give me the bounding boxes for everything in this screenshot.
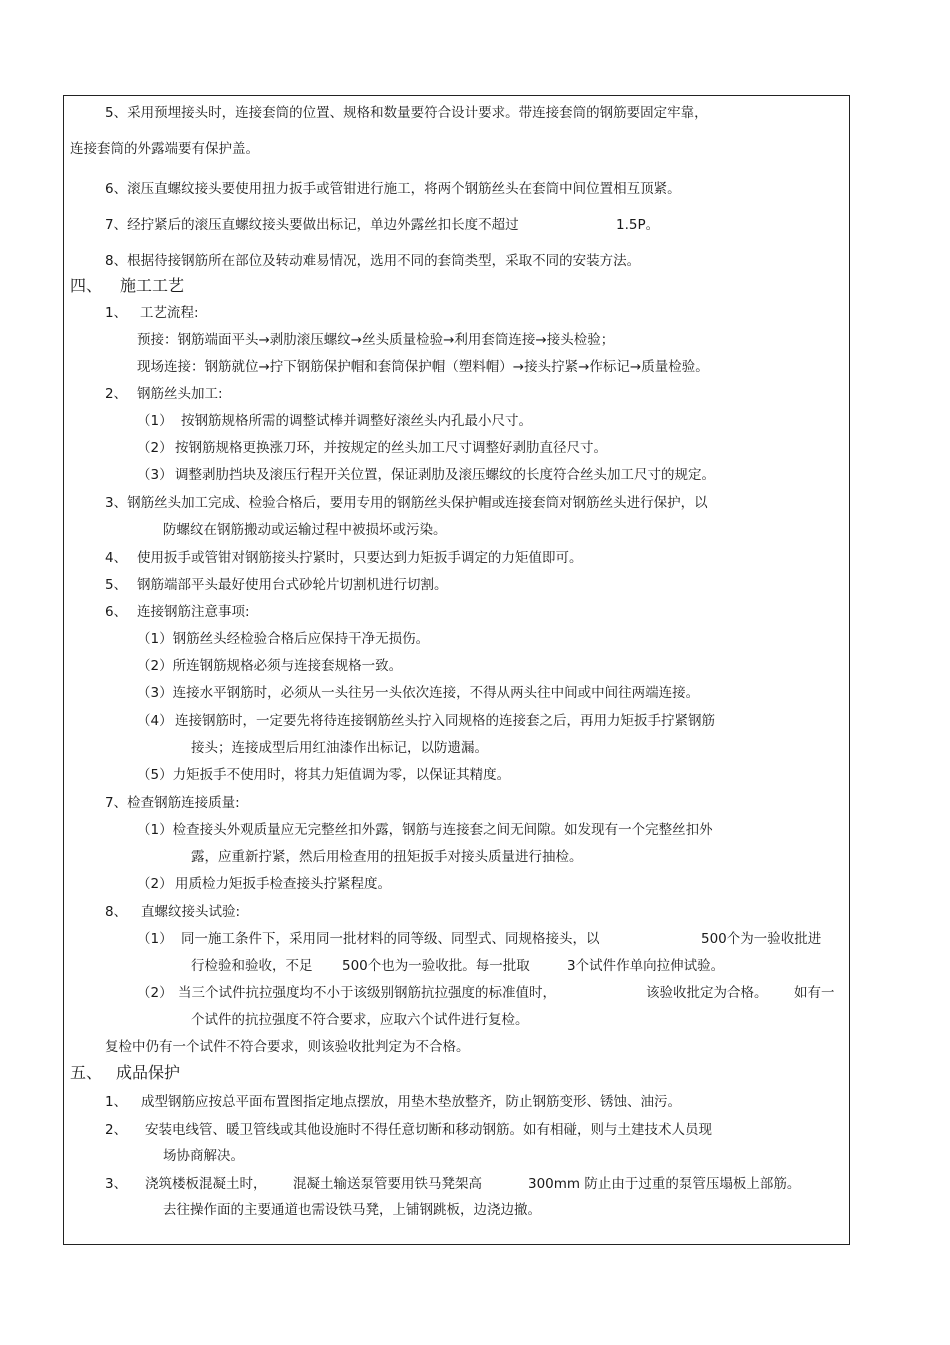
step-6-number: 6、 (105, 604, 128, 620)
step-6-5: （5）力矩扳手不使用时，将其力矩值调为零，以保证其精度。 (137, 767, 511, 783)
section-4-title: 施工工艺 (120, 276, 185, 295)
step-8-1-line-2-b: 500个也为一验收批。每一批取 (342, 958, 530, 974)
site-connection-flow: 现场连接：钢筋就位→拧下钢筋保护帽和套筒保护帽（塑料帽）→接头拧紧→作标记→质量检验。 (137, 359, 709, 375)
protect-2-number: 2、 (105, 1122, 128, 1138)
step-5-number: 5、 (105, 577, 128, 593)
step-8-number: 8、 (105, 904, 128, 920)
step-2-2-number: （2） (137, 440, 173, 456)
protect-3-line-1-c: 300mm 防止由于过重的泵管压塌板上部筋。 (528, 1176, 801, 1192)
item-6: 6、滚压直螺纹接头要使用扭力扳手或管钳进行施工，将两个钢筋丝头在套筒中间位置相互顶紧。 (105, 181, 681, 197)
step-2-2-text: 按钢筋规格更换涨刀环，并按规定的丝头加工尺寸调整好剥肋直径尺寸。 (175, 440, 607, 456)
protect-3-line-1-a: 浇筑楼板混凝土时， (145, 1176, 267, 1192)
step-7-1-line-2: 露，应重新拧紧，然后用检查用的扭矩扳手对接头质量进行抽检。 (191, 849, 583, 865)
recheck-note: 复检中仍有一个试件不符合要求，则该验收批判定为不合格。 (105, 1039, 470, 1055)
step-7-2-text: 用质检力矩扳手检查接头拧紧程度。 (175, 876, 391, 892)
step-8-2-line-2: 个试件的抗拉强度不符合要求，应取六个试件进行复检。 (191, 1012, 529, 1028)
step-6-2: （2）所连钢筋规格必须与连接套规格一致。 (137, 658, 403, 674)
protect-3-number: 3、 (105, 1176, 128, 1192)
step-1-title: 工艺流程: (140, 305, 199, 321)
step-3-line-1: 3、钢筋丝头加工完成、检验合格后，要用专用的钢筋丝头保护帽或连接套筒对钢筋丝头进行保护，以 (105, 495, 708, 511)
step-7-2-number: （2） (137, 876, 173, 892)
step-6-1: （1）钢筋丝头经检验合格后应保持干净无损伤。 (137, 631, 430, 647)
step-8-2-line-1-b: 该验收批定为合格。 (646, 985, 768, 1001)
step-7-1-line-1: （1）检查接头外观质量应无完整丝扣外露，钢筋与连接套之间无间隙。如发现有一个完整丝扣外 (137, 822, 713, 838)
step-8-title: 直螺纹接头试验: (141, 904, 241, 920)
item-5-line-1: 5、采用预埋接头时，连接套筒的位置、规格和数量要符合设计要求。带连接套筒的钢筋要固定牢靠， (105, 105, 708, 121)
protect-3-line-2: 去往操作面的主要通道也需设铁马凳，上铺钢跳板，边浇边撤。 (163, 1202, 541, 1218)
step-2-number: 2、 (105, 386, 128, 402)
section-5-number: 五、 (70, 1063, 103, 1082)
step-8-1-line-2-a: 行检验和验收，不足 (191, 958, 313, 974)
item-8: 8、根据待接钢筋所在部位及转动难易情况，选用不同的套筒类型，采取不同的安装方法。 (105, 253, 641, 269)
step-8-2-line-1-a: 当三个试件抗拉强度均不小于该级别钢筋抗拉强度的标准值时， (178, 985, 556, 1001)
step-7-title: 7、检查钢筋连接质量: (105, 795, 240, 811)
item-7: 7、经拧紧后的滚压直螺纹接头要做出标记，单边外露丝扣长度不超过 (105, 217, 519, 233)
pre-connection-flow: 预接：钢筋端面平头→剥肋滚压螺纹→丝头质量检验→利用套筒连接→接头检验； (137, 332, 615, 348)
step-2-3-text: 调整剥肋挡块及滚压行程开关位置，保证剥肋及滚压螺纹的长度符合丝头加工尺寸的规定。 (175, 467, 715, 483)
step-4-number: 4、 (105, 550, 128, 566)
step-6-4-number: （4） (137, 713, 173, 729)
step-6-4-line-1: 连接钢筋时，一定要先将待连接钢筋丝头拧入同规格的连接套之后，再用力矩扳手拧紧钢筋 (175, 713, 715, 729)
step-1-number: 1、 (105, 305, 128, 321)
item-7-value: 1.5P。 (616, 217, 660, 233)
item-5-line-2: 连接套筒的外露端要有保护盖。 (70, 141, 259, 157)
step-2-1-number: （1） (137, 413, 173, 429)
step-8-2-line-1-c: 如有一 (794, 985, 835, 1001)
step-2-3-number: （3） (137, 467, 173, 483)
step-5-text: 钢筋端部平头最好使用台式砂轮片切割机进行切割。 (137, 577, 448, 593)
step-8-1-number: （1） (137, 931, 173, 947)
step-6-3: （3）连接水平钢筋时，必须从一头往另一头依次连接，不得从两头往中间或中间往两端连接。 (137, 685, 700, 701)
step-8-1-line-2-c: 3个试件作单向拉伸试验。 (567, 958, 725, 974)
step-2-title: 钢筋丝头加工: (137, 386, 223, 402)
protect-2-line-2: 场协商解决。 (163, 1148, 244, 1164)
protect-1-number: 1、 (105, 1094, 128, 1110)
step-6-4-line-2: 接头；连接成型后用红油漆作出标记，以防遗漏。 (191, 740, 488, 756)
step-8-1-line-1: 同一施工条件下，采用同一批材料的同等级、同型式、同规格接头，以 (181, 931, 600, 947)
protect-3-line-1-b: 混凝土输送泵管要用铁马凳架高 (293, 1176, 482, 1192)
step-3-line-2: 防螺纹在钢筋搬动或运输过程中被损坏或污染。 (163, 522, 447, 538)
protect-2-line-1: 安装电线管、暖卫管线或其他设施时不得任意切断和移动钢筋。如有相碰，则与土建技术人员现 (145, 1122, 712, 1138)
section-4-number: 四、 (70, 276, 103, 295)
step-8-1-line-1-end: 500个为一验收批进 (701, 931, 822, 947)
step-2-1-text: 按钢筋规格所需的调整试棒并调整好滚丝头内孔最小尺寸。 (181, 413, 532, 429)
step-8-2-number: （2） (137, 985, 173, 1001)
protect-1-text: 成型钢筋应按总平面布置图指定地点摆放，用垫木垫放整齐，防止钢筋变形、锈蚀、油污。 (141, 1094, 681, 1110)
step-6-title: 连接钢筋注意事项: (137, 604, 250, 620)
section-5-title: 成品保护 (116, 1063, 181, 1082)
step-4-text: 使用扳手或管钳对钢筋接头拧紧时，只要达到力矩扳手调定的力矩值即可。 (137, 550, 583, 566)
